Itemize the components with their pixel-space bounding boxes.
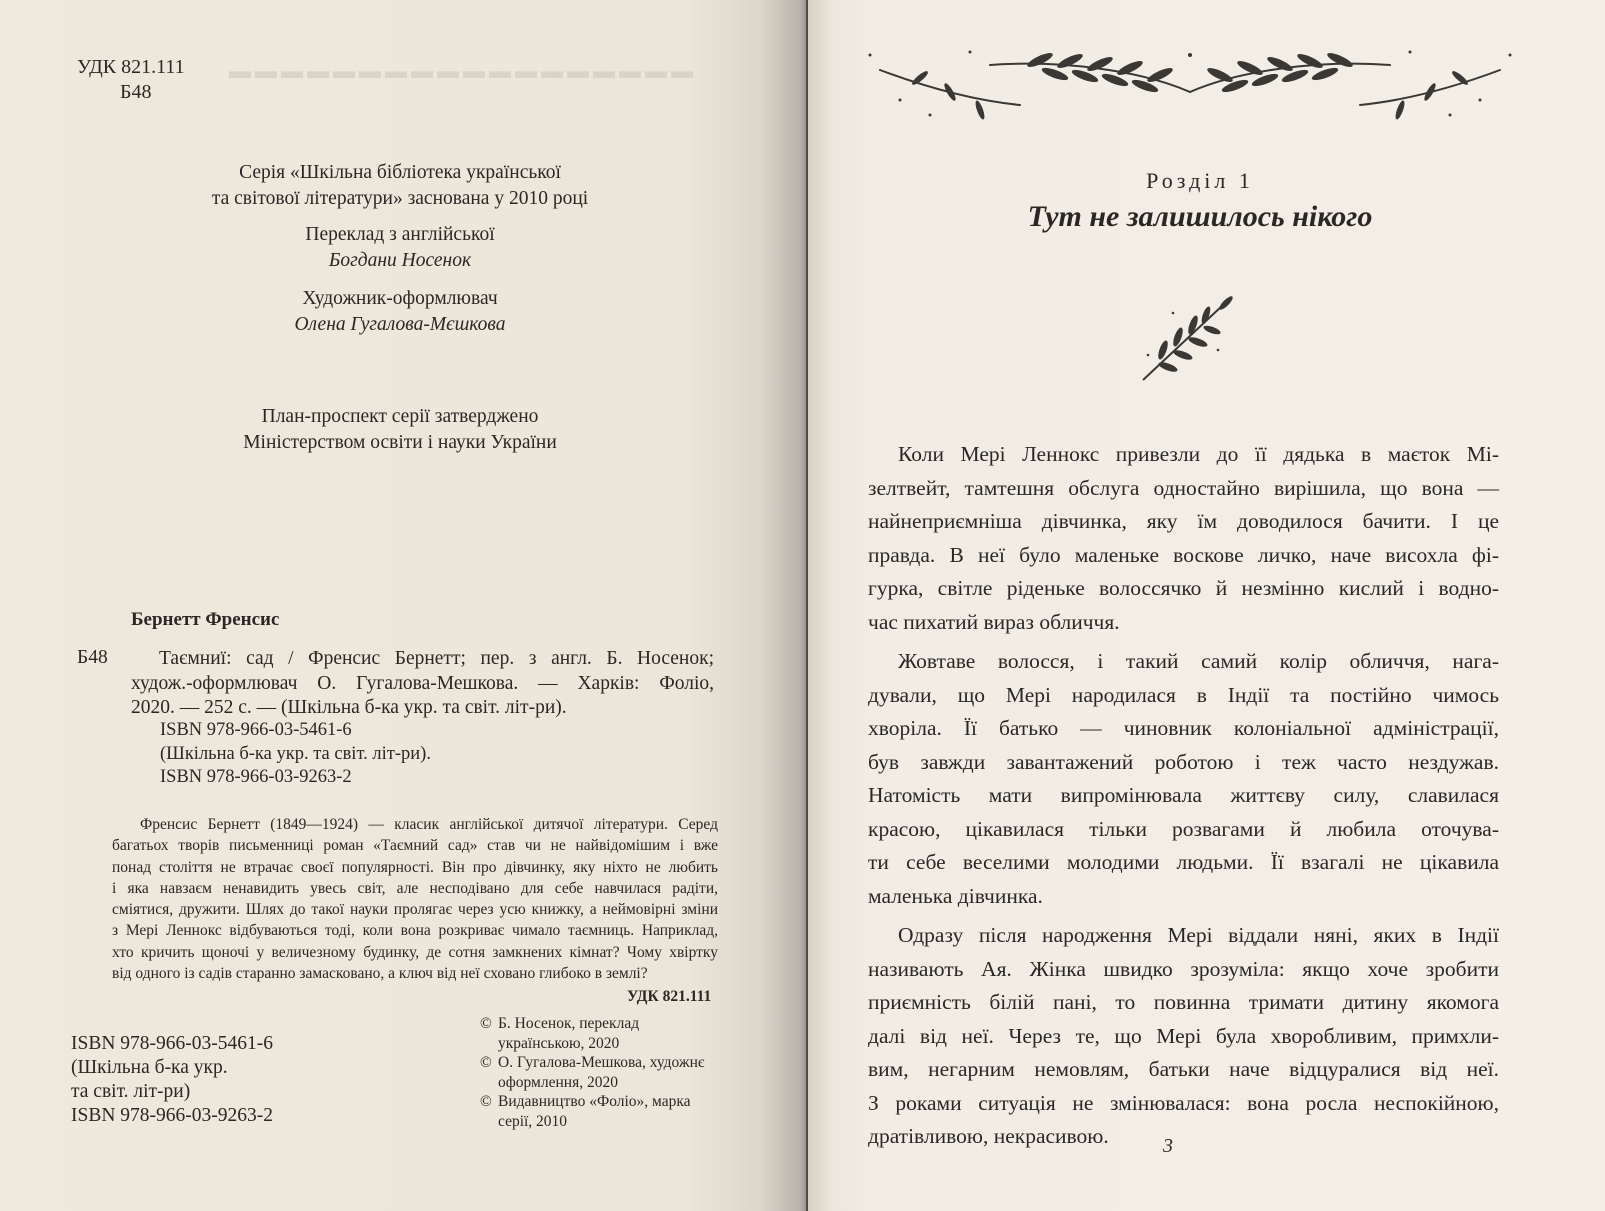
isbn-line: ISBN 978-966-03-5461-6 <box>71 1033 274 1054</box>
annotation-line: і яка навзаєм ненавидить увесь світ, але несподівано для себе навчилася радіти, <box>112 879 718 897</box>
bib-code: Б48 <box>77 647 108 668</box>
copyright-item <box>480 1053 705 1092</box>
artist-credit <box>100 286 700 338</box>
book-spine <box>806 0 808 1211</box>
text-line: дратівливою, некрасивою. <box>868 1124 1109 1148</box>
text-line: ти себе веселими молодими людьми. Її взагалі не цікавила <box>868 850 1499 874</box>
text-line: дували, що Мері народилася в Індії та постійно чимось <box>868 682 1499 707</box>
isbn-block <box>160 719 431 790</box>
annotation-line: від одного із садів старанно замасковано, а ключ від неї сховано глибоко в землі? <box>112 965 648 983</box>
artist-label: Художник-оформлювач <box>302 288 498 309</box>
isbn-bottom-block <box>71 1032 273 1128</box>
translation-label: Переклад з англійської <box>305 224 495 245</box>
copyright-icon: © <box>480 1054 492 1071</box>
text-line: правда. В неї було маленьке воскове личко, наче висохла фі- <box>868 542 1499 567</box>
text-line: Натомість мати випромінювала життєву силу, славилася <box>868 783 1499 807</box>
bib-line: худож.-оформлювач О. Гугалова-Мешкова. — Харків: Фоліо, <box>131 672 714 694</box>
annotation-line: з Мері Леннокс відбуваються тоді, коли вона розкриває чимало таємниць. Наприклад, <box>112 922 718 940</box>
chapter-label: Розділ 1 <box>1146 168 1254 193</box>
text-line: маленька дівчинка. <box>868 883 1043 908</box>
text-line: Коли Мері Леннокс привезли до її дядька в маєток Мі- <box>898 442 1499 466</box>
series-info <box>100 160 700 212</box>
udk-code-bottom: УДК 821.111 <box>627 988 712 1005</box>
bbk-code: Б48 <box>120 81 152 103</box>
isbn-line: ISBN 978-966-03-5461-6 <box>160 720 352 740</box>
text-line: хворіла. Її батько — чиновник колоніальної адміністрації, <box>868 716 1499 740</box>
approval-line: Міністерством освіти і науки України <box>243 432 557 453</box>
ministry-approval <box>100 404 700 456</box>
annotation-line: Френсис Бернетт (1849—1924) — класик англійської дитячої літератури. Серед <box>140 816 718 833</box>
isbn-line: (Шкільна б-ка укр. <box>71 1057 228 1078</box>
author-heading: Бернетт Френсис <box>131 609 280 630</box>
translator-name: Богдани Носенок <box>328 250 472 271</box>
copyright-line: українською, 2020 <box>498 1034 620 1052</box>
text-line: був завжди завантажений роботою і теж часто нездужав. <box>868 749 1499 774</box>
copyright-line: О. Гугалова-Мешкова, художнє <box>498 1054 705 1071</box>
isbn-line: ISBN 978-966-03-9263-2 <box>160 767 352 787</box>
text-line: вим, негарним немовлям, батьки наче відцуралися від неї. <box>868 1057 1499 1081</box>
copyright-line: Б. Носенок, переклад <box>498 1015 640 1032</box>
series-line: Серія «Шкільна бібліотека української <box>239 162 561 183</box>
floral-branch-ornament-icon <box>860 30 1520 130</box>
annotation-line: понад століття не втрачає своєї популярності. Він про дівчинку, яку ніхто не любить <box>112 858 718 876</box>
approval-line: План-проспект серії затверджено <box>261 406 539 427</box>
text-line: гурка, світле ріденьке волоссячко й незмінно кислий і водно- <box>868 576 1499 600</box>
copyright-line: оформлення, 2020 <box>498 1073 618 1091</box>
text-line: далі від неї. Через те, що Мері була хворобливим, примхли- <box>868 1023 1499 1048</box>
isbn-line: ISBN 978-966-03-9263-2 <box>71 1105 274 1126</box>
copyright-line: Видавництво «Фоліо», марка <box>498 1093 691 1110</box>
bib-line: Таємниї: сад / Френсис Бернетт; пер. з англ. Б. Носенок; <box>159 648 714 669</box>
text-line: З роками ситуація не змінювалася: вона росла неспокійною, <box>868 1090 1499 1115</box>
text-line: найнеприємніша дівчинка, яку їм доводилося бачити. І це <box>868 509 1499 533</box>
annotation-line: багатьох творів письменниці роман «Таємний сад» став чи не найвідомішим і вже <box>112 837 718 855</box>
chapter-title: Тут не залишилось нікого <box>1027 200 1373 233</box>
udk-classification <box>77 55 185 105</box>
show-through-text: ▬▬▬▬▬▬▬▬▬▬▬▬▬▬▬▬▬▬ <box>225 58 693 83</box>
page-number: 3 <box>1163 1135 1173 1157</box>
bibliographic-record <box>131 647 714 721</box>
text-line: приємність білій пані, то повинна тримати дитину якомога <box>868 990 1499 1014</box>
book-annotation <box>112 814 718 984</box>
copyright-icon: © <box>480 1093 492 1110</box>
copyright-item <box>480 1092 705 1131</box>
text-line: називають Ая. Жінка швидко зрозуміла: якщо хоче зробити <box>868 956 1499 981</box>
leaf-sprig-ornament-icon <box>1128 295 1238 385</box>
copyright-block <box>480 1014 705 1131</box>
text-line: Жовтаве волосся, і такий самий колір обличчя, нага- <box>898 649 1499 673</box>
copyright-item <box>480 1014 705 1053</box>
text-line: красою, цікавилася тільки розвагами й любила оточува- <box>868 816 1499 841</box>
text-line: зелтвейт, тамтешня обслуга одностайно вирішила, що вона — <box>868 475 1499 500</box>
text-line: Одразу після народження Мері віддали няні, яких в Індії <box>898 923 1499 947</box>
annotation-line: хто кричить щоночі у величезному будинку, де сотня замкнених кімнат? Чому хвіртку <box>112 943 718 961</box>
bib-line: 2020. — 252 с. — (Шкільна б-ка укр. та світ. літ-ри). <box>131 697 567 718</box>
artist-name: Олена Гугалова-Мєшкова <box>294 314 506 335</box>
chapter-body <box>868 438 1499 1154</box>
copyright-icon: © <box>480 1015 492 1032</box>
udk-code: УДК 821.111 <box>77 56 185 78</box>
translation-credit <box>100 222 700 274</box>
copyright-line: серії, 2010 <box>498 1112 568 1130</box>
isbn-line: та світ. літ-ри) <box>71 1081 191 1102</box>
isbn-line: (Шкільна б-ка укр. та світ. літ-ри). <box>160 743 431 764</box>
series-line: та світової літератури» заснована у 2010 році <box>211 188 589 209</box>
annotation-line: сміятися, дружити. Шлях до такої науки пролягає через усю книжку, а неймовірні зміни <box>112 901 718 919</box>
text-line: час пихатий вираз обличчя. <box>868 609 1120 634</box>
